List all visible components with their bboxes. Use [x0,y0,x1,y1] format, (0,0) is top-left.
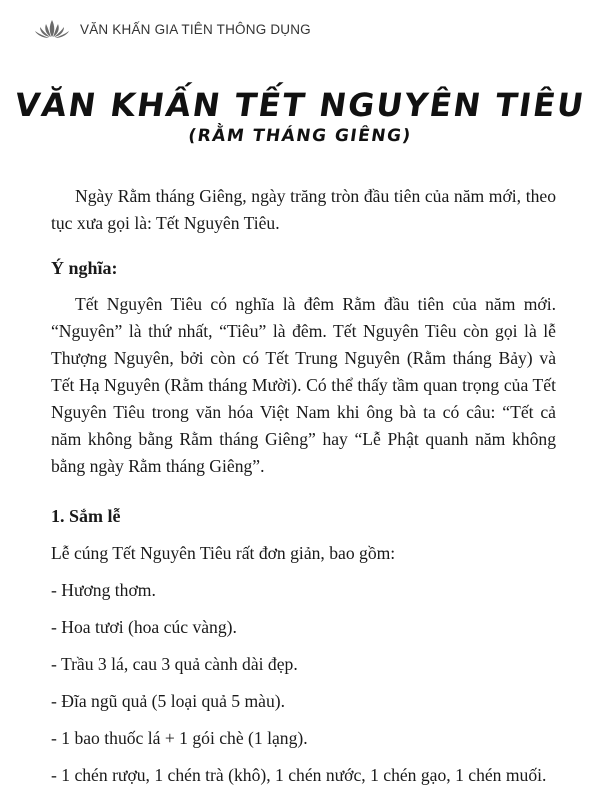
header-title: VĂN KHẤN GIA TIÊN THÔNG DỤNG [80,21,311,37]
intro-paragraph: Ngày Rằm tháng Giêng, ngày trăng tròn đầu tiên của năm mới, theo tục xưa gọi là: Tết Nguyên Tiêu. [51,186,556,233]
list-item: - 1 bao thuốc lá + 1 gói chè (1 lạng). [51,728,308,748]
lotus-icon [34,18,70,40]
list-item: - Hoa tươi (hoa cúc vàng). [51,617,237,637]
list-item: - Hương thơm. [51,580,156,600]
running-header [34,14,311,44]
meaning-heading: Ý nghĩa: [51,258,118,278]
section-lead: Lễ cúng Tết Nguyên Tiêu rất đơn giản, bao gồm: [51,543,396,563]
section-heading: 1. Sắm lễ [51,506,121,526]
meaning-paragraph: Tết Nguyên Tiêu có nghĩa là đêm Rằm đầu tiên của năm mới. “Nguyên” là thứ nhất, “Tiêu” là đêm. Tết Nguyên Tiêu còn gọi là lễ Thượng Nguyên, bởi còn có Tết Trung Nguyên (Rằm tháng Bảy) và Tết Hạ Nguyên (Rằm tháng Mười). Có thể thấy tầm quan trọng của Tết Nguyên Tiêu trong văn hóa Việt Nam khi ông bà ta có câu: “Tết cả năm không bằng Rằm tháng Giêng” hay “Lễ Phật quanh năm không bằng ngày Rằm tháng Giêng”. [51,294,556,476]
list-item: - Đĩa ngũ quả (5 loại quả 5 màu). [51,691,286,711]
page-subtitle: (RẰM THÁNG GIÊNG) [186,126,414,146]
content [51,183,556,789]
list-item: - 1 chén rượu, 1 chén trà (khô), 1 chén nước, 1 chén gạo, 1 chén muối. [51,765,547,785]
list-item: - Trầu 3 lá, cau 3 quả cành dài đẹp. [51,654,298,674]
page-title: VĂN KHẤN TẾT NGUYÊN TIÊU [12,86,588,124]
